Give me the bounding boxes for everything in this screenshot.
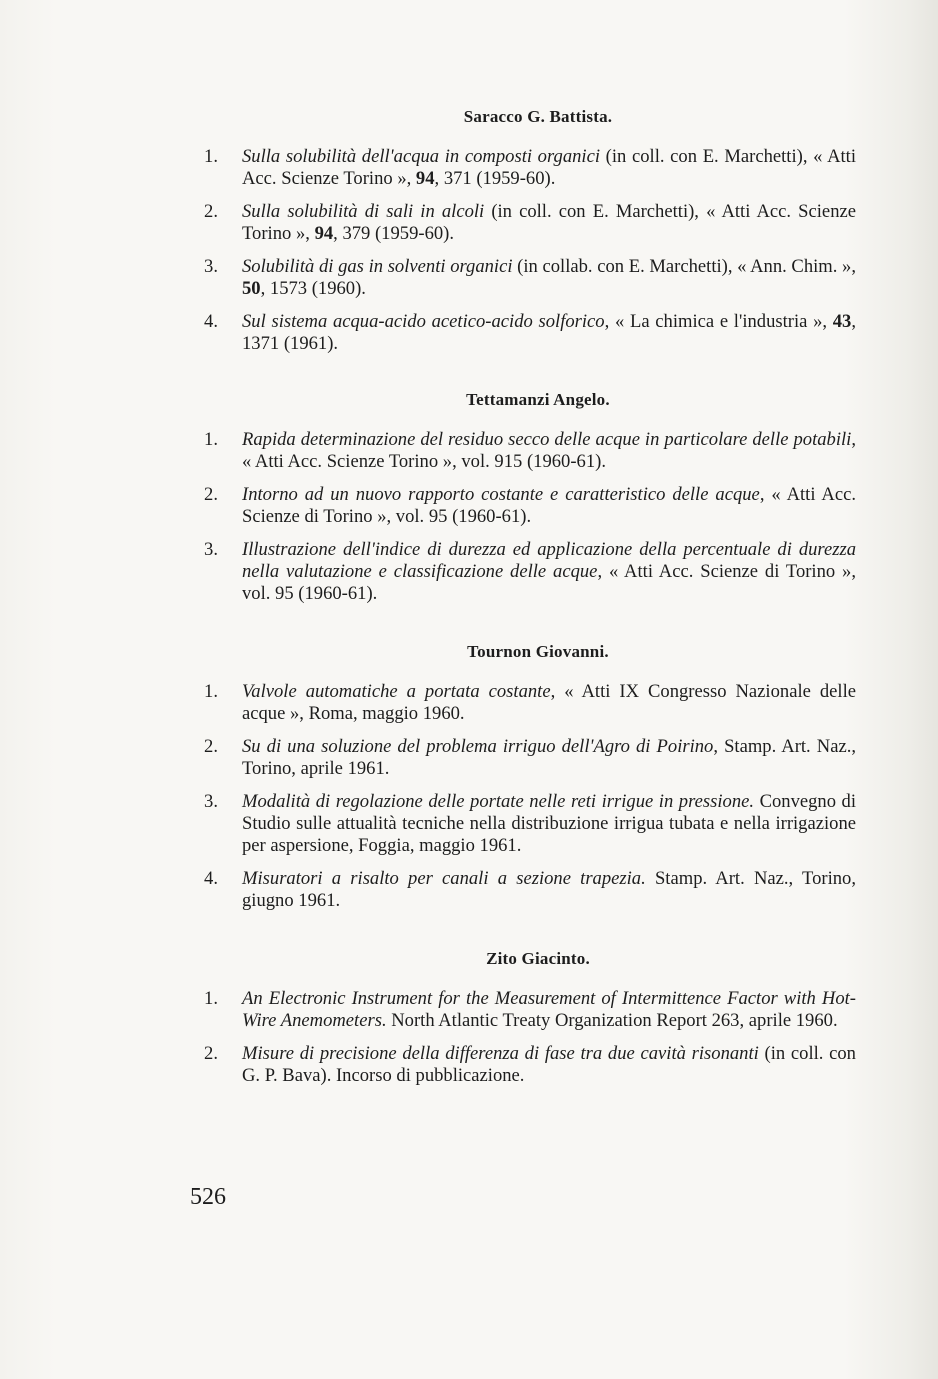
entry-number: 3. [204,791,218,812]
entry-title: Valvole automatiche a portata costante [242,681,551,702]
entry-title: Solubilità di gas in solventi organici [242,256,513,277]
publication-entry [190,539,856,605]
entry-citation: Convegno di Studio sulle attualità tecniche nella distribuzione irrigua tubata e nella irrigazione per aspersione, Foggia, maggio 1961. [242,791,857,856]
entry-title: Sul sistema acqua-acido acetico-acido solforico [242,311,605,332]
author-section [190,948,856,1087]
entry-title: Sulla solubilità di sali in alcoli [242,201,485,222]
publication-entry [190,256,856,300]
entry-citation: , « Atti IX Congresso Nazionale delle acque », Roma, maggio 1960. [242,681,856,724]
author-heading: Tettamanzi Angelo. [466,390,610,409]
publication-entry [190,868,856,912]
publication-entry [190,311,856,355]
entry-citation: North Atlantic Treaty Organization Report 263, aprile 1960. [386,1010,838,1031]
entry-number: 3. [204,539,218,560]
entry-citation: , « La chimica e l'industria », [604,311,833,332]
entry-pages: , 1371 (1961). [242,311,856,354]
author-section [190,389,856,605]
entry-pages: , 1573 (1960). [260,278,366,299]
entry-volume: 43 [832,311,852,332]
entry-number: 1. [204,681,218,702]
author-section [190,106,856,355]
entry-volume: 94 [314,223,334,244]
entry-pages: , 371 (1959-60). [434,168,556,189]
entry-number: 3. [204,256,218,277]
entry-number: 1. [204,146,218,167]
publication-entry [190,429,856,473]
publication-list [190,106,856,1098]
author-heading: Zito Giacinto. [486,949,590,968]
entry-title: Modalità di regolazione delle portate nelle reti irrigue in pressione. [242,791,755,812]
entry-title: Sulla solubilità dell'acqua in composti organici [242,146,601,167]
entry-volume: 94 [415,168,435,189]
entry-citation: , « Atti Acc. Scienze di Torino », vol. 95 (1960-61). [242,561,856,604]
entry-title: Rapida determinazione del residuo secco delle acque in particolare delle potabili [242,429,852,450]
author-heading: Saracco G. Battista. [463,107,613,126]
entry-citation: , Stamp. Art. Naz., Torino, aprile 1961. [242,736,856,779]
publication-entry [190,988,856,1032]
entry-number: 1. [204,988,218,1009]
publication-entry [190,681,856,725]
entry-title: Misuratori a risalto per canali a sezione trapezia. [242,868,646,889]
entry-citation: , « Atti Acc. Scienze Torino », vol. 915 (1960-61). [242,429,856,472]
page-number: 526 [190,1184,226,1210]
entry-number: 2. [204,484,218,505]
entry-citation: , « Atti Acc. Scienze di Torino », vol. 95 (1960-61). [242,484,856,527]
entry-citation: Stamp. Art. Naz., Torino, giugno 1961. [242,868,857,911]
entry-number: 2. [204,736,218,757]
entry-title: An Electronic Instrument for the Measurement of Intermittence Factor with Hot-Wire Anemometers. [242,988,856,1031]
entry-number: 2. [204,1043,218,1064]
entry-title: Misure di precisione della differenza di fase tra due cavità risonanti [242,1043,759,1064]
entry-number: 2. [204,201,218,222]
publication-entry [190,791,856,857]
publication-entry [190,201,856,245]
publication-entry [190,1043,856,1087]
entry-citation: (in collab. con E. Marchetti), « Ann. Chim. », [512,256,856,277]
entry-citation: (in coll. con E. Marchetti), « Atti Acc. Scienze Torino », [242,146,856,189]
entry-citation: (in coll. con G. P. Bava). Incorso di pubblicazione. [242,1043,856,1086]
publication-entry [190,146,856,190]
entry-number: 4. [204,868,218,889]
publication-entry [190,736,856,780]
entry-title: Illustrazione dell'indice di durezza ed applicazione della percentuale di durezza nella valutazione e classificazione delle acque [242,539,856,582]
author-section [190,641,856,912]
entry-title: Su di una soluzione del problema irriguo dell'Agro di Poirino [242,736,714,757]
entry-number: 1. [204,429,218,450]
entry-title: Intorno ad un nuovo rapporto costante e caratteristico delle acque [242,484,760,505]
entry-number: 4. [204,311,218,332]
entry-citation: (in coll. con E. Marchetti), « Atti Acc. Scienze Torino », [242,201,856,244]
author-heading: Tournon Giovanni. [467,642,609,661]
publication-entry [190,484,856,528]
entry-volume: 50 [242,278,261,299]
entry-pages: , 379 (1959-60). [333,223,454,244]
